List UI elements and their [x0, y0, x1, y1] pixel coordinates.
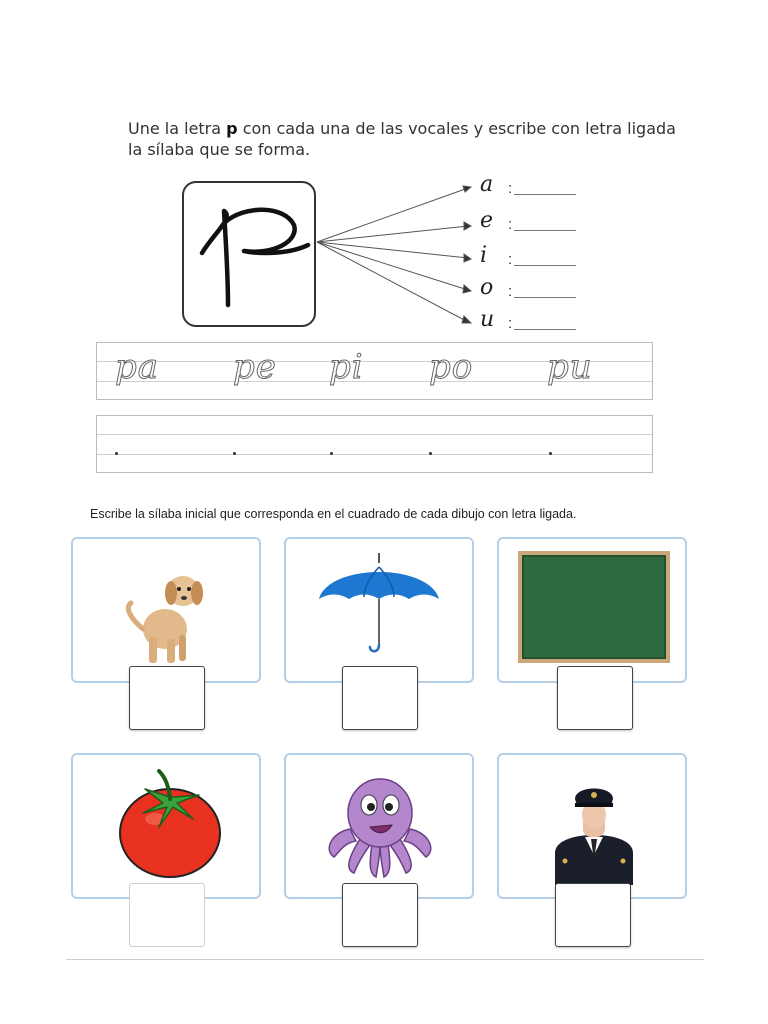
trace-syllable-pe: pe — [233, 347, 277, 387]
instruction-text-start: Une la letra — [128, 119, 227, 138]
writing-row[interactable] — [96, 415, 653, 473]
answer-box-umbrella[interactable] — [342, 666, 418, 730]
tracing-row — [96, 342, 653, 400]
exercise-2-instruction: Escribe la sílaba inicial que corresponda en el cuadrado de cada dibujo con letra ligada. — [90, 507, 577, 521]
vowel-i: i — [480, 243, 488, 268]
trace-syllable-pa: pa — [115, 347, 160, 387]
vowel-e: e — [480, 208, 494, 233]
puppy-icon — [123, 567, 213, 667]
tomato-icon — [115, 767, 225, 879]
octopus-icon — [320, 773, 440, 883]
vowel-o: o — [480, 275, 494, 300]
main-letter-box — [182, 181, 316, 327]
colon: : — [508, 251, 513, 268]
chalkboard-icon — [518, 551, 670, 663]
instruction-text-end: con cada una de las vocales y escribe con letra ligada la sílaba que se forma. — [128, 119, 676, 159]
picture-card-umbrella — [284, 537, 474, 683]
answer-box-octopus[interactable] — [342, 883, 418, 947]
picture-card-police-officer — [497, 753, 687, 899]
answer-box-puppy[interactable] — [129, 666, 205, 730]
trace-syllable-pu: pu — [547, 347, 593, 387]
trace-syllable-po: po — [429, 347, 474, 387]
instruction-letter: p — [226, 119, 238, 138]
picture-card-chalkboard — [497, 537, 687, 683]
vowel-a: a — [480, 172, 494, 197]
answer-line-e[interactable] — [514, 230, 576, 231]
colon: : — [508, 216, 513, 233]
picture-card-puppy — [71, 537, 261, 683]
start-dot — [330, 452, 333, 455]
answer-line-u[interactable] — [514, 329, 576, 330]
umbrella-icon — [314, 553, 444, 658]
start-dot — [429, 452, 432, 455]
exercise-1-instruction — [128, 118, 688, 160]
cursive-p-glyph — [184, 183, 314, 325]
colon: : — [508, 283, 513, 300]
start-dot — [233, 452, 236, 455]
start-dot — [549, 452, 552, 455]
answer-box-tomato[interactable] — [129, 883, 205, 947]
answer-box-chalkboard[interactable] — [557, 666, 633, 730]
police-officer-icon — [551, 781, 637, 885]
picture-card-tomato — [71, 753, 261, 899]
picture-card-octopus — [284, 753, 474, 899]
connector-arrows — [300, 170, 600, 340]
answer-line-i[interactable] — [514, 265, 576, 266]
answer-line-o[interactable] — [514, 297, 576, 298]
vowel-u: u — [480, 307, 495, 332]
answer-box-police-officer[interactable] — [555, 883, 631, 947]
trace-syllable-pi: pi — [329, 347, 364, 387]
answer-line-a[interactable] — [514, 194, 576, 195]
colon: : — [508, 180, 513, 197]
colon: : — [508, 315, 513, 332]
bottom-divider — [66, 959, 704, 960]
start-dot — [115, 452, 118, 455]
